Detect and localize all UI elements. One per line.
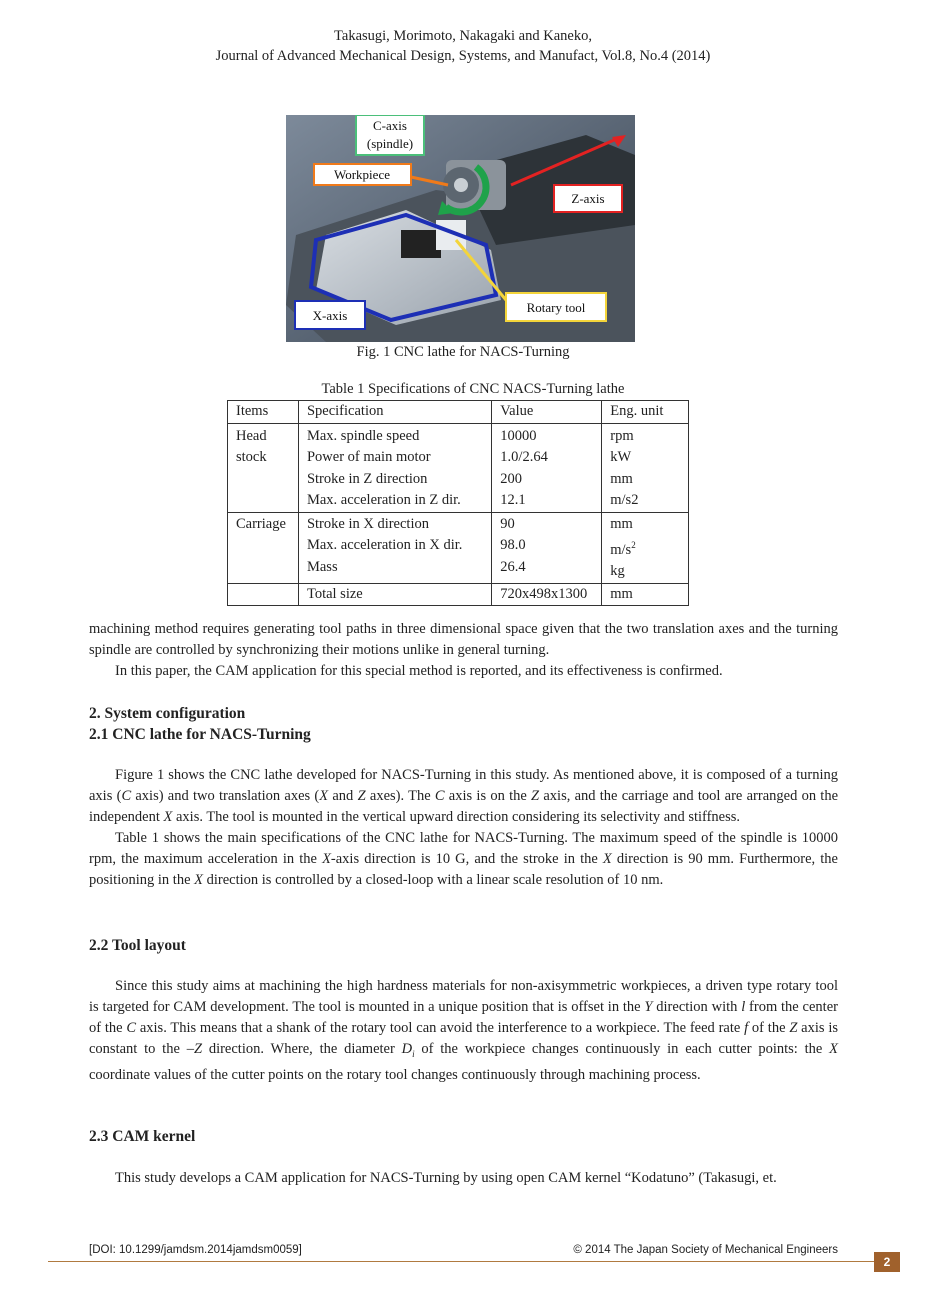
- table-header-cell: Eng. unit: [602, 401, 689, 424]
- intro-paragraph-2: In this paper, the CAM application for this special method is reported, and its effectiveness is confirmed.: [115, 663, 723, 679]
- section-2-2-text: [89, 976, 838, 1086]
- label-c-axis-2: (spindle): [366, 136, 414, 151]
- footer-doi: [DOI: 10.1299/jamdsm.2014jamdsm0059]: [89, 1244, 302, 1256]
- table-row: [228, 583, 689, 606]
- item-cell-carriage: Carriage: [228, 512, 299, 583]
- item-cell-headstock: Head stock: [228, 423, 299, 512]
- section-heading-2-1: 2.1 CNC lathe for NACS-Turning: [89, 726, 311, 743]
- header-journal: Journal of Advanced Mechanical Design, Systems, and Manufact, Vol.8, No.4 (2014): [215, 48, 711, 64]
- s23-paragraph-1: This study develops a CAM application for NACS-Turning by using open CAM kernel “Kodatuno” (Takasugi, et.: [115, 1170, 777, 1186]
- label-z-axis: Z-axis: [571, 191, 605, 206]
- section-heading-2-3: 2.3 CAM kernel: [89, 1128, 196, 1145]
- running-header: [0, 26, 926, 66]
- table-row: [228, 423, 689, 512]
- section-2-3-text: [89, 1168, 838, 1189]
- s21-paragraph-2: Table 1 shows the main specifications of the CNC lathe for NACS-Turning. The maximum speed of the spindle is 10000 rpm, the maximum acceleration in the X-axis direction is 10 G, and the stroke in the X direction is 90 mm. Furthermore, the positioning in the X direction is controlled by a closed-loop with a linear scale resolution of 10 nm.: [89, 830, 838, 888]
- label-rotary-tool: Rotary tool: [526, 300, 586, 315]
- item-cell-empty: [228, 583, 299, 606]
- figure-cnc-lathe: [286, 115, 635, 342]
- table-header-cell: Value: [492, 401, 602, 424]
- label-x-axis: X-axis: [312, 308, 348, 323]
- section-heading-2: 2. System configuration: [89, 705, 246, 722]
- value-cell: 10000 1.0/2.64 200 12.1: [492, 423, 602, 512]
- label-c-axis-1: C-axis: [373, 118, 407, 133]
- spec-cell: Max. spindle speed Power of main motor Stroke in Z direction Max. acceleration in Z dir.: [298, 423, 491, 512]
- unit-cell: mm $m/s^2$ kg: [602, 512, 689, 583]
- label-workpiece: Workpiece: [334, 167, 390, 182]
- section-heading-2-2: 2.2 Tool layout: [89, 937, 186, 954]
- table-header-row: [228, 401, 689, 424]
- rotary-tool-motor: [401, 230, 441, 258]
- table-caption: Table 1 Specifications of CNC NACS-Turning lathe: [321, 381, 625, 397]
- intro-paragraph-1: machining method requires generating tool paths in three dimensional space given that the two translation axes and the turning spindle are controlled by synchronizing their motions unlike in general turning.: [89, 621, 838, 658]
- value-cell: 90 98.0 26.4: [492, 512, 602, 583]
- workpiece-shape: [454, 178, 468, 192]
- table-header-cell: Specification: [298, 401, 491, 424]
- intro-text: [89, 619, 838, 682]
- s22-paragraph-1: Since this study aims at machining the high hardness materials for non-axisymmetric workpieces, a driven type rotary tool is targeted for CAM development. The tool is mounted in a unique position that is offset in the Y direction with l from the center of the C axis. This means that a shank of the rotary tool can avoid the interference to a workpiece. The feed rate f of the Z axis is constant to the –Z direction. Where, the diameter $D_i$ of the workpiece changes continuously in each cutter points: the X coordinate values of the cutter points on the rotary tool changes continuously through machining process.: [89, 978, 838, 1083]
- unit-cell: rpm kW mm m/s2: [602, 423, 689, 512]
- footer-copyright: © 2014 The Japan Society of Mechanical Engineers: [573, 1244, 838, 1256]
- section-2-1-text: [89, 765, 838, 891]
- spec-cell: Total size: [298, 583, 491, 606]
- unit-cell: mm: [602, 583, 689, 606]
- s21-paragraph-1: Figure 1 shows the CNC lathe developed for NACS-Turning in this study. As mentioned above, it is composed of a turning axis (C axis) and two translation axes (X and Z axes). The C axis is on the Z axis, and the carriage and tool are arranged on the independent X axis. The tool is mounted in the vertical upward direction considering its selectivity and stiffness.: [89, 767, 839, 825]
- spec-table: [227, 400, 689, 606]
- spec-cell: Stroke in X direction Max. acceleration in X dir. Mass: [298, 512, 491, 583]
- header-authors: Takasugi, Morimoto, Nakagaki and Kaneko,: [334, 28, 592, 44]
- page-number: 2: [874, 1252, 900, 1272]
- figure-caption: Fig. 1 CNC lathe for NACS-Turning: [356, 344, 570, 360]
- table-row: [228, 512, 689, 583]
- footer-rule: [48, 1261, 874, 1262]
- table-header-cell: Items: [228, 401, 299, 424]
- value-cell: 720x498x1300: [492, 583, 602, 606]
